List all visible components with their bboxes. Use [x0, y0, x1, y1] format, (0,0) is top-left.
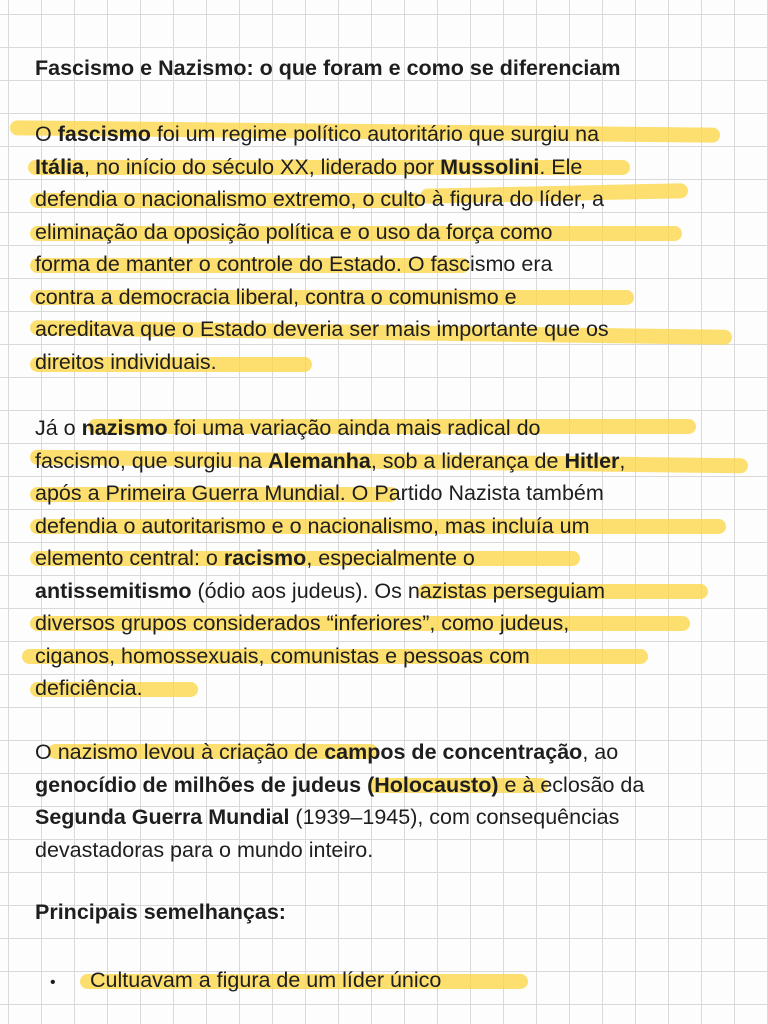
text-run: eliminação da oposição política e o uso da força como — [35, 219, 553, 244]
text-line — [35, 346, 609, 379]
text-line — [35, 445, 625, 478]
text-run: , — [619, 448, 626, 473]
text-run: Já o — [35, 416, 82, 440]
text-run: (ódio aos judeus). Os nazistas perseguiam — [191, 578, 606, 603]
text-run: diversos grupos considerados “inferiores”, como judeus, — [35, 611, 570, 635]
text-run: devastadoras para o mundo inteiro. — [35, 837, 374, 862]
bold-term: Mussolini — [440, 154, 540, 179]
text-run: , ao — [582, 740, 619, 764]
bold-term: Hitler — [564, 448, 620, 473]
text-run: (1939–1945), com consequências — [289, 805, 620, 829]
text-run: elemento central: o — [35, 546, 224, 570]
text-run: fascismo, que surgiu na — [35, 448, 269, 473]
bold-term: antissemitismo — [35, 578, 192, 603]
text-line — [35, 640, 625, 673]
text-run: direitos individuais. — [35, 349, 217, 374]
bold-term: fascismo — [57, 122, 151, 146]
text-line — [35, 216, 609, 249]
text-run: O — [35, 122, 58, 146]
text-run: , no início do século XX, liderado por — [84, 154, 441, 179]
text-run: , sob a liderança de — [370, 448, 565, 473]
bold-term: Segunda Guerra Mundial — [35, 805, 290, 829]
text-line — [35, 575, 625, 608]
bold-term: Alemanha — [268, 448, 371, 473]
text-line — [35, 183, 609, 216]
text-run: ciganos, homossexuais, comunistas e pessoas com — [35, 643, 530, 668]
text-line — [35, 151, 609, 184]
text-line — [35, 672, 625, 705]
page-title: Fascismo e Nazismo: o que foram e como se diferenciam — [35, 56, 621, 80]
text-line — [35, 281, 609, 314]
text-run: forma de manter o controle do Estado. O fascismo era — [35, 252, 553, 276]
text-line — [35, 412, 625, 445]
bullet-list — [50, 964, 441, 1000]
text-run: e à eclosão da — [498, 772, 645, 797]
text-run: contra a democracia liberal, contra o comunismo e — [35, 284, 517, 309]
bullet-dot-icon: • — [50, 974, 56, 991]
text-line — [35, 769, 644, 802]
text-line — [35, 248, 609, 281]
text-line — [35, 834, 644, 867]
bold-term: Itália — [35, 154, 84, 179]
paragraph-nazismo — [35, 412, 625, 705]
text-line — [35, 736, 644, 769]
text-run: deficiência. — [35, 676, 143, 700]
paragraph-fascismo — [35, 118, 609, 378]
text-run: . Ele — [539, 154, 583, 179]
text-line — [35, 607, 625, 640]
list-item-text: Cultuavam a figura de um líder único — [90, 968, 442, 992]
bold-term: nazismo — [81, 416, 168, 440]
text-run: foi uma variação ainda mais radical do — [167, 416, 541, 440]
text-line — [35, 477, 625, 510]
paragraph-consequencias — [35, 736, 644, 866]
text-run: após a Primeira Guerra Mundial. O Partido Nazista também — [35, 481, 604, 505]
text-run: foi um regime político autoritário que surgiu na — [150, 122, 600, 146]
bold-term: racismo — [223, 546, 307, 570]
text-run: defendia o autoritarismo e o nacionalismo, mas incluía um — [35, 513, 590, 538]
bold-term: genocídio de milhões de judeus (Holocausto) — [35, 772, 499, 797]
text-line — [35, 118, 609, 151]
text-line — [35, 313, 609, 346]
text-run: defendia o nacionalismo extremo, o culto à figura do líder, a — [35, 187, 604, 211]
text-line — [35, 542, 625, 575]
text-run: , especialmente o — [306, 546, 475, 570]
text-line — [35, 801, 644, 834]
text-line — [35, 510, 625, 543]
bold-term: campos de concentração — [324, 740, 583, 764]
text-run: O nazismo levou à criação de — [35, 740, 325, 764]
list-item — [50, 964, 441, 1000]
section-heading: Principais semelhanças: — [35, 900, 286, 924]
text-run: acreditava que o Estado deveria ser mais importante que os — [35, 317, 609, 341]
